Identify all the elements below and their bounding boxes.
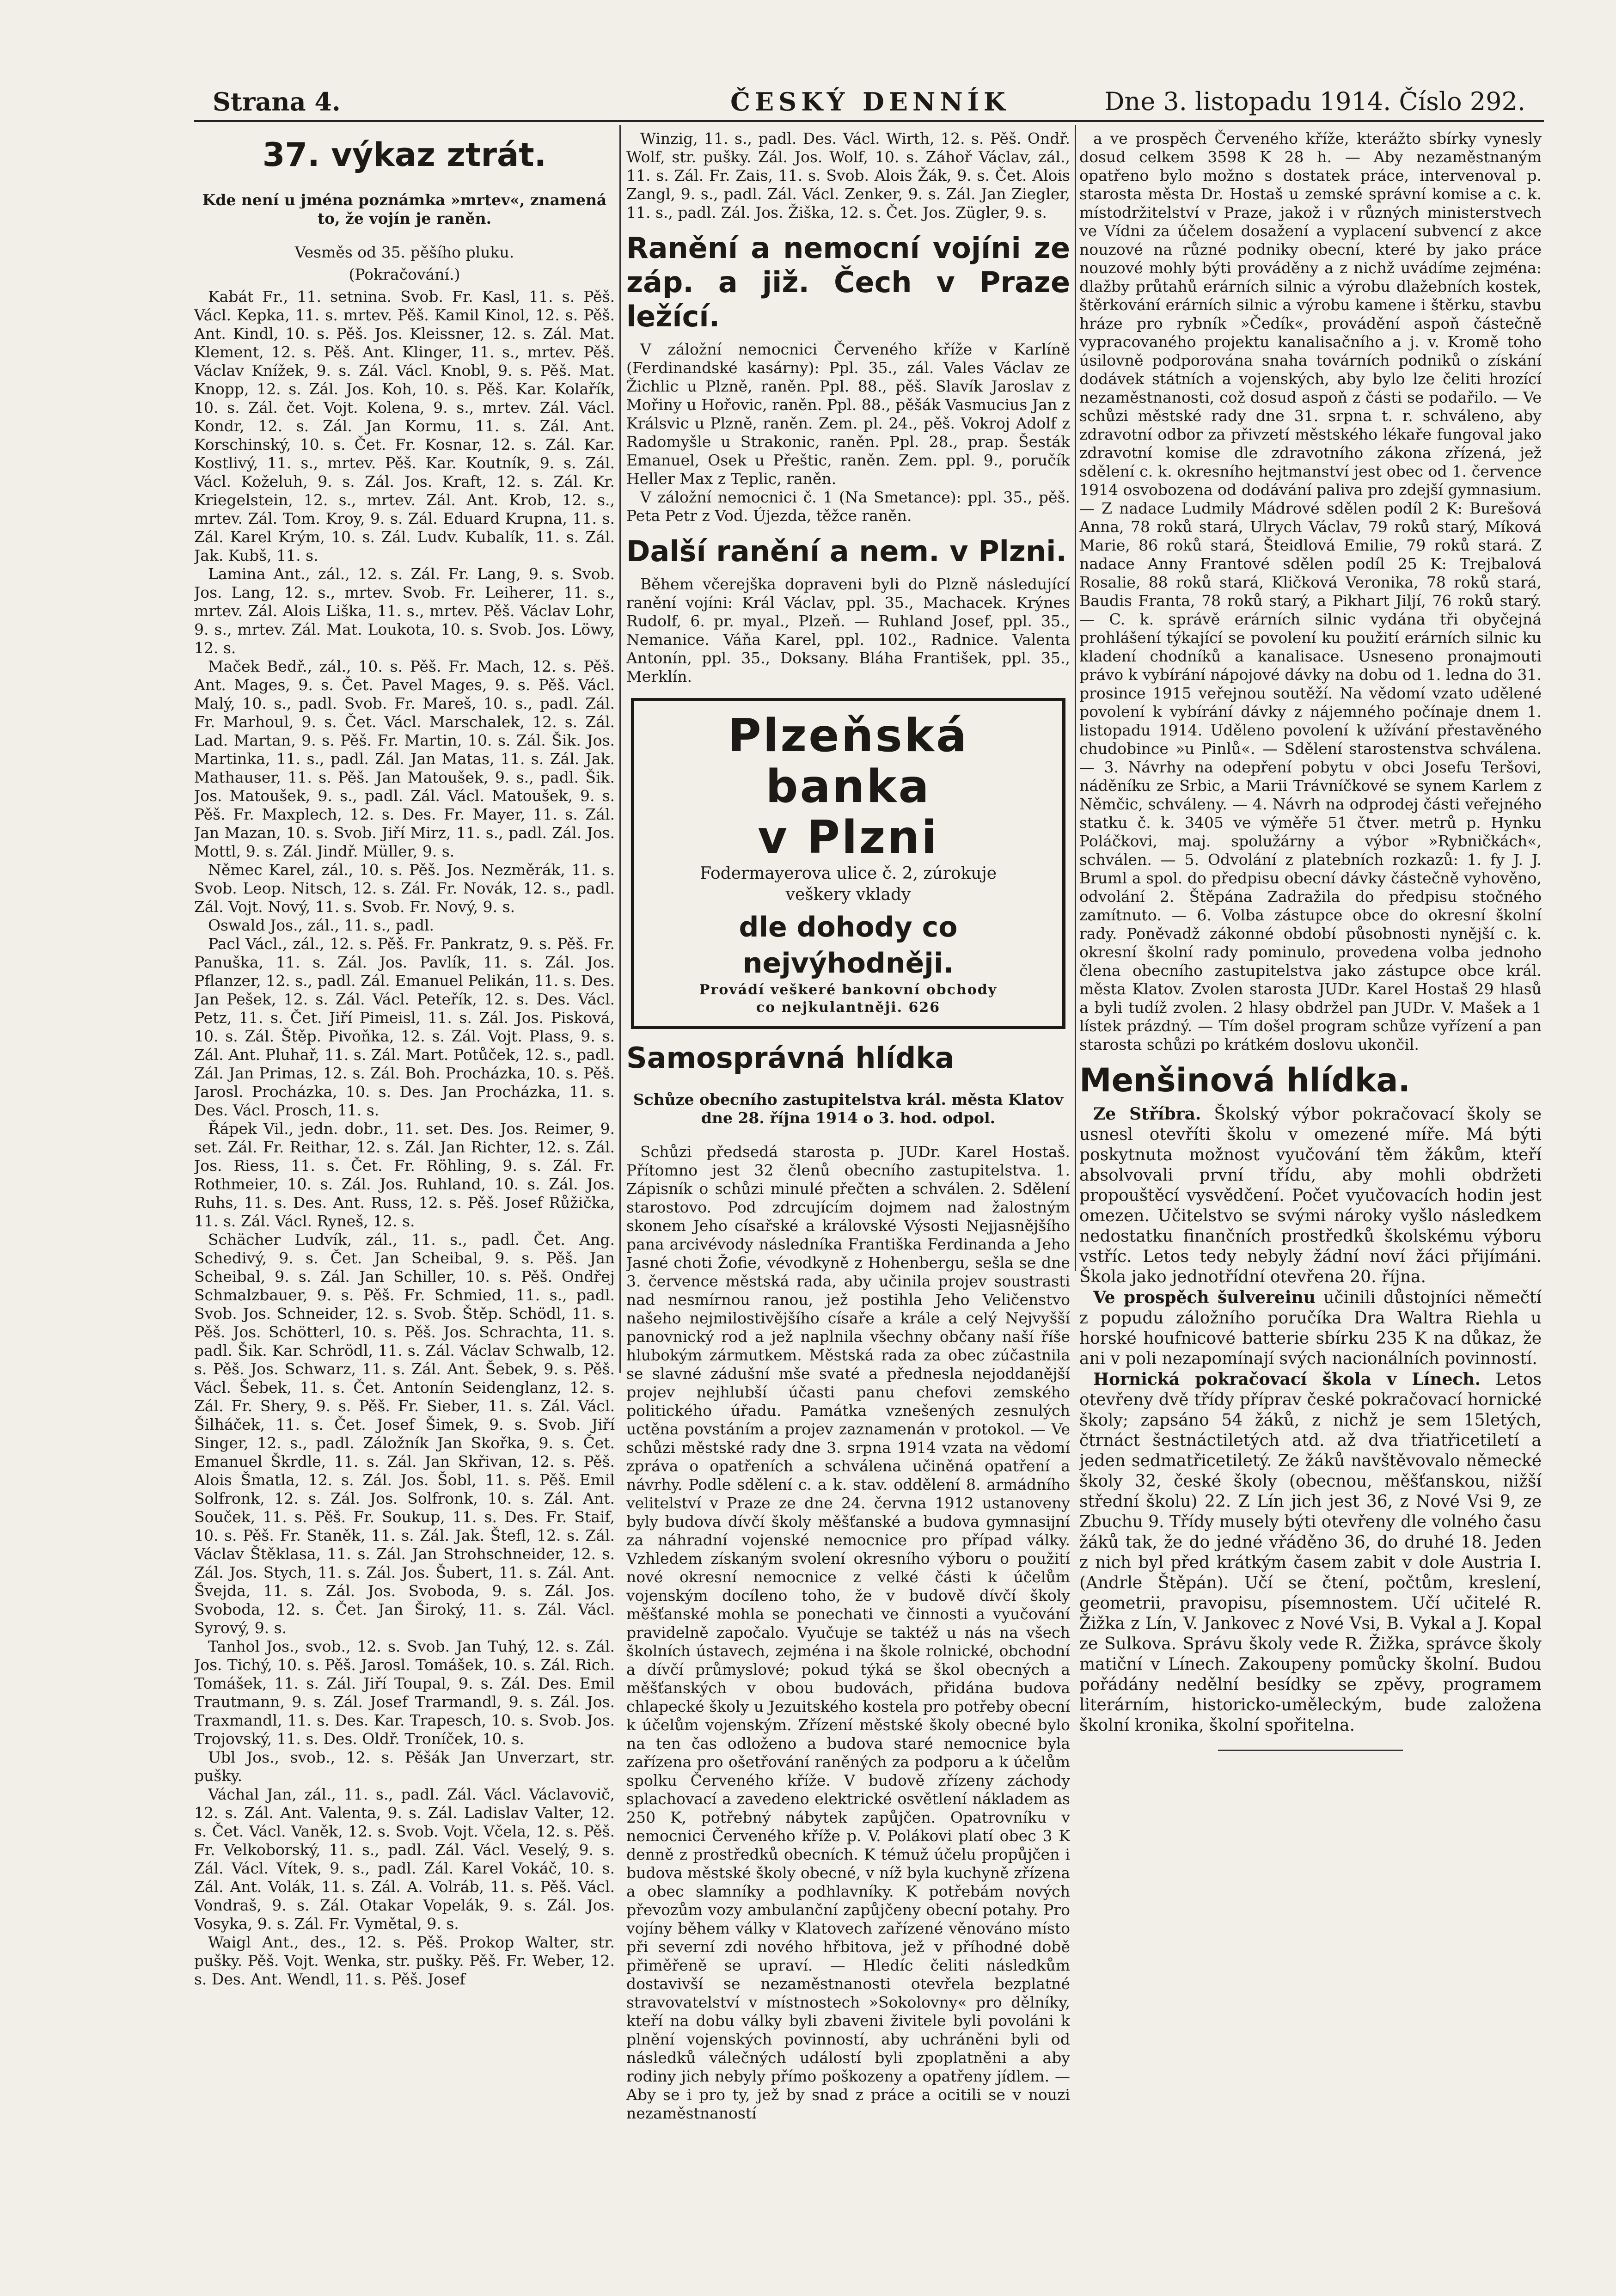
list-paragraph: Tanhol Jos., svob., 12. s. Svob. Jan Tuhý, 12. s. Zál. Jos. Tichý, 10. s. Pěš. Jarosl. Tomášek, 10. s. Zál. Rich. Tomášek, 11. s. Zál. Jiří Toupal, 9. s. Zál. Des. Emil Trautmann, 9. s. Zál. Josef Trarmandl, 9. s. Zál. Jos. Traxmandl, 11. s. Des. Kar. Trapesch, 10. s. Svob. Jos. Trojovský, 11. s. Des. Oldř. Troníček, 10. s. (194, 1637, 615, 1748)
article-paragraph: Schůzi předsedá starosta p. JUDr. Karel Hostaš. Přítomno jest 32 členů obecního zastupitelstva. 1. Zápisník o schůzi minulé přečten a schválen. 2. Sdělení starostovo. Pod zdrcujícím dojmem nad žalostným skonem Jeho císařské a královské Výsosti Nejjasnějšího pana arcivévody následníka Františka Ferdinanda a Jeho Jasné choti Žofie, vévodkyně z Hohenbergu, sešla se dne 3. července městská rada, aby učinila projev soustrasti nad nesmírnou ranou, jež postihla Jeho Veličenstvo našeho nejmilostivějšího císaře a krále a celý Nejvyšší panovnický rod a jež naplnila všechny občany naší říše hlubokým zármutkem. Městská rada za obec zúčastnila se slavné zádušní mše svaté a přednesla nejoddanější projev nejhlubší účasti panu chefovi zemského politického úřadu. Památka vznešených zesnulých uctěna povstáním a projev zaznamenán v protokol. — Ve schůzi městské rady dne 3. srpna 1914 vzata na vědomí zpráva o opatřeních a schválena učiněná opatření a návrhy. Podle sdělení c. a k. stav. oddělení 8. armádního velitelství v Praze ze dne 24. června 1912 ustanoveny byly budova dívčí školy měšťanské a budova gymnasijní za náhradní vojenské nemocnice pro případ války. Vzhledem získaným svolení okresního výboru o použití nové okresní nemocnice z velké části k účelům vojenským docíleno toho, že v budově dívčí školy měšťanské mohla se ponechati ve činnosti a vyučování pravidelně započalo. Vyučuje se taktéž u nás na všech školních ústavech, zejména i na škole rolnické, obchodní a dívčí průmyslové; pokud týká se škol obecných a měšťanských v obou budovách, přidána budova chlapecké školy u Jezuitského kostela pro potřeby obecní k účelům vojenským. Zřízení městské školy obecné bylo na ten čas odloženo a budova staré nemocnice byla zařízena pro ošetřování raněných za podporu a k účelům spolku Červeného kříže. V budově zřízeny záchody splachovací a zavedeno elektrické osvětlení nákladem as 250 K, potřebný nábytek zapůjčen. Opatrovníku v nemocnici Červeného kříže p. V. Polákovi platí obec 3 K denně z prostředků obecních. K témuž účelu propůjčen i budova městské školy obecné, v níž byla kuchyně zřízena a obec slamníky a podhlavníky. K potřebám nových převozům vozy ambulanční zapůjčeny obecní potahy. Pro vojíny během války v Klatovech zařízené věnováno místo při severní zdi nového hřbitova, jež v příhodné době přiměřeně se upraví. — Hledíc čeliti následkům dostavivší se nezaměstnanosti otevřela bezplatné stravovatelství v místnostech »Sokolovny« pro dělníky, kteří na dobu války byli zbaveni živitele byli povoláni k plnění vojenských povinností, aby uchráněni byli od následků válečných událostí byli zpoplatněni a aby rodiny jich nebyly přímo poškozeny a opatřeny jídlem. — Aby se i pro ty, jež by snad z práce a ocitili se v nouzi nezaměstnaností (626, 1143, 1070, 2122)
article-lead: Schůze obecního zastupitelstva král. města Klatov dne 28. října 1914 o 3. hod. odpol. (633, 1090, 1064, 1127)
section-title-minority: Menšinová hlídka. (1079, 1061, 1411, 1099)
section-title-wounded-plzen: Další ranění a nem. v Plzni. (626, 534, 1067, 568)
article-paragraph: V záložní nemocnici Červeného kříže v Karlíně (Ferdinandské kasárny): Ppl. 35., zál. Vales Václav ze Žichlic u Plzně, raněn. Ppl. 88., pěš. Slavík Jaroslav z Mořiny u Hořovic, raněn. Ppl. 88., pěšák Vasmucius Jan z Králsvic u Plzně, raněn. Zem. pl. 24., pěš. Vokroj Adolf z Radomyšle u Strakonic, raněn. Ppl. 28., prap. Šesták Emanuel, Osek u Přeštic, raněn. Zem. ppl. 9., poručík Heller Max z Teplic, raněn. (626, 340, 1070, 488)
ad-slogan: dle dohody co nejvýhodněji. (739, 911, 958, 980)
page-number: Strana 4. (213, 87, 341, 116)
paragraph-lead: Ve prospěch šulvereinu (1093, 1288, 1316, 1307)
column-casualty-list (194, 129, 615, 2237)
paragraph-body: učinili důstojníci němečtí z popudu záložního poručíka Dra Waltra Riehla u horské houfnicové batterie sbírku 235 K na důkaz, že ani v poli nezapomínají svých nacionálních povinností. (1079, 1288, 1542, 1368)
article-continuation: (Pokračování.) (349, 265, 460, 283)
paragraph-lead: Hornická pokračovací škola v Línech. (1093, 1370, 1481, 1389)
ad-services: Provádí veškeré bankovní obchody (699, 982, 998, 998)
article-paragraph: V záložní nemocnici č. 1 (Na Smetance): ppl. 35., pěš. Peta Petr z Vod. Újezda, těžce raněn. (626, 488, 1070, 525)
list-paragraph: Oswald Jos., zál., 11. s., padl. (208, 916, 435, 934)
ad-bank-name: Plzeňská banka (728, 710, 969, 813)
paragraph-body: Školský výbor pokračovací školy se usnesl otevříti školu v omezené míře. Má býti poskytnuta možnost vyučování těm žákům, kteří absolvovali první třídu, aby mohli obdržeti propouštěcí vysvědčení. Počet vyučovacích hodin jest omezen. Učitelstvo se svými nároky vyšlo následkem nedostatku finančních prostředků školskému výboru vstříc. Letos tedy nebyly žádní noví žáci přijímáni. Škola jako jednotřídní otevřena 20. října. (1079, 1105, 1542, 1286)
paragraph-body: Letos otevřeny dvě třídy příprav české pokračovací hornické školy; zapsáno 54 žáků, z nichž je sem 15letých, čtrnáct šestnáctiletých atd. až dva třiatřicetiletí a jeden sedmatřicetiletý. Ze žáků navštěvovalo německé školy 32, české školy (obecnou, měšťanskou, nižší střední školu) 22. Z Lín jich jest 36, z Nové Vsi 9, ze Zbuchu 9. Třídy musely býti otevřeny dle volného času žáků tak, že do jedné vřáděno 36, do druhé 18. Jeden z nich byl před krátkým časem zabit v dole Austria I. (Andrle Štěpán). Učí se čtení, počtům, kreslení, geometrii, pravopisu, písemnostem. Učí učitelé R. Žižka z Lín, V. Jankovec z Nové Vsi, B. Vykal a J. Kopal ze Sulkova. Správu školy vede R. Žižka, správce školy matiční v Línech. Zakoupeny pomůcky školní. Budou pořádány nedělní besídky se zpěvy, programem literárním, historicko-uměleckým, bude založena školní kronika, školní spořitelna. (1079, 1370, 1542, 1735)
end-rule (1218, 1750, 1403, 1751)
ad-services-2: co nejkulantněji. 626 (756, 999, 941, 1016)
ad-deposits: veškery vklady (785, 885, 911, 904)
column-right (1079, 129, 1542, 2237)
list-paragraph: Pacl Václ., zál., 12. s. Pěš. Fr. Pankratz, 9. s. Pěš. Fr. Panuška, 11. s. Zál. Jos. Pavlík, 11. s. Zál. Jos. Pflanzer, 12. s., padl. Zál. Emanuel Pelikán, 11. s. Des. Jan Pešek, 12. s. Zál. Václ. Peteřík, 12. s. Des. Václ. Petz, 11. s. Čet. Jiří Pimeisl, 11. s. Zál. Jos. Pisková, 10. s. Zál. Štěp. Pivoňka, 12. s. Zál. Vojt. Plass, 9. s. Zál. Ant. Pluhař, 11. s. Zál. Mart. Potůček, 12. s., padl. Zál. Jan Primas, 12. s. Zál. Boh. Procházka, 10. s. Pěš. Jarosl. Procházka, 10. s. Des. Jan Procházka, 11. s. Des. Václ. Prosch, 11. s. (194, 935, 615, 1119)
issue-date: Dne 3. listopadu 1914. Číslo 292. (1104, 87, 1525, 116)
list-paragraph: Kabát Fr., 11. setnina. Svob. Fr. Kasl, 11. s. Pěš. Václ. Kepka, 11. s. mrtev. Pěš. Kamil Kinol, 12. s. Pěš. Ant. Kindl, 10. s. Pěš. Jos. Kleissner, 12. s. Zál. Mat. Klement, 12. s. Pěš. Ant. Klinger, 11. s., mrtev. Pěš. Václav Knížek, 9. s. Zál. Václ. Knobl, 9. s. Pěš. Mat. Knopp, 12. s. Zál. Jos. Koh, 10. s. Pěš. Kar. Kolařík, 10. s. Zál. čet. Vojt. Kolena, 9. s., mrtev. Zál. Václ. Kondr, 12. s. Zál. Jan Kormu, 11. s. Zál. Ant. Korschinský, 10. s. Čet. Fr. Kosnar, 12. s. Zál. Kar. Kostlivý, 11. s., mrtev. Pěš. Kar. Koutník, 9. s. Zál. Václ. Koželuh, 9. s. Zál. Jos. Kraft, 12. s. Zál. Kr. Kriegelstein, 12. s., mrtev. Zál. Ant. Krob, 12. s., mrtev. Zál. Tom. Kroy, 9. s. Zál. Eduard Krupna, 11. s. Zál. Karel Krým, 10. s. Zál. Ludv. Kubalík, 11. s. Zál. Jak. Kubš, 11. s. (194, 288, 615, 564)
article-paragraph: a ve prospěch Červeného kříže, kterážto sbírky vynesly dosud celkem 3598 K 28 h. — Aby nezaměstnaným opatřeno bylo možno s dostatek práce, intervenoval p. starosta města Dr. Hostaš u zemské správní komise a c. k. místodržitelství v Praze, jakož i v různých ministerstvech ve Vídni za účelem dosažení a vyplacení subvencí z akce nouzové na různé podniky obecní, které by jako práce nouzové mohly býti prováděny a z nichž uvádíme zejména: dlažby průtahů erárních silnic a výrobu dlažebních kostek, štěrkování erárních silnic a výrobu kamene i štěrku, stavbu hráze pro rybník »Čedík«, provádění aspoň částečně vypracovaného projektu kanalisačního a j. v. Kromě toho úsilovně podporována snaha továrních podniků o získání dodávek státních a vojenských, aby bylo lze čeliti hrozící nezaměstnanosti, což dosud aspoň z části se podařilo. — Ve schůzi městské rady dne 31. srpna t. r. schváleno, aby zdravotní odbor za přivzetí městského lékaře fungoval jako zdravotní komise dle zdravotního zákona zřízená, jež sdělení c. k. okresního hejtmanství jest obec od 1. července 1914 osvobozena od dodávání paliva pro zdejší gymnasium. — Z nadace Ludmily Mádrové sdělen podíl 2 K: Burešová Anna, 78 roků stará, Ulrych Václav, 79 roků starý, Míková Marie, 86 roků stará, Šteidlová Emilie, 79 roků stará. Z nadace Anny Frantové sdělen podíl 25 K: Trejbalová Rosalie, 88 roků stará, Kličková Veronika, 78 roků stará, Baudis Franta, 78 roků starý, a Pikhart Jiljí, 76 roků starý. — C. k. správě erárních silnic vydána tři obyčejná prohlášení týkající se povolení ku použití erárních silnic ku kladení chodníků a kanalisace. Usneseno pronajmouti právo k vybírání nápojové dávky na dobu od 1. ledna do 31. prosince 1915 veřejnou soutěží. Na vědomí vzato udělené povolení k vybírání dávky z nájemného počínaje dnem 1. listopadu 1914. Uděleno povolení k užívání přestavěného chudobince »u Pinlů«. — Sdělení starostenstva schválena. — 3. Návrhy na odepření pobytu v obci Josefu Teršovi, náděníku ze Srbic, a Marii Trávníčkové se synem Karlem z Němčic, schváleny. — 4. Návrh na odprodej části veřejného statku č. k. 3405 ve výměře 51 čtver. metrů p. Hynku Poláčkovi, maj. spolužárny a výbor »Rybničkách«, schválen. — 5. Odvolání z platebních rozkazů: 1. fy J. J. Bruml a spol. do předpisu obecní dávky částečně vyhověno, odvolání 2. Štěpána Zadražila do předpisu stočného zamítnuto. — 6. Volba zástupce obce do okresní školní rady. Poněvadž zákonné období působnosti nynější c. k. okresní školní rady pominulo, provedena volba jednoho člena obecního zastupitelstva jako zástupce obce král. města Klatov. Zvolen starosta JUDr. Karel Hostaš 29 hlasů a byli tudíž zvolen. 2 hlasy obdržel pan JUDr. V. Mašek a 1 lístek prázdný. — Tím došel program schůze vyřízení a pan starosta schůzi po krátkém doslovu ukončil. (1079, 129, 1542, 1053)
list-paragraph: Němec Karel, zál., 10. s. Pěš. Jos. Nezměrák, 11. s. Svob. Leop. Nitsch, 12. s. Zál. Fr. Novák, 12. s., padl. Zál. Vojt. Nový, 11. s. Svob. Fr. Nový, 9. s. (194, 861, 615, 916)
bank-advertisement (631, 698, 1065, 1029)
column-middle (626, 129, 1070, 2237)
ad-address: Fodermayerova ulice č. 2, zúrokuje (699, 864, 997, 883)
section-title-wounded-prague: Ranění a nemocní vojíni ze záp. a již. Čech v Praze ležící. (626, 231, 1070, 333)
article-paragraph (1079, 1287, 1542, 1369)
newspaper-title: ČESKÝ DENNÍK (730, 87, 1010, 116)
section-title-municipal: Samosprávná hlídka (626, 1041, 955, 1075)
article-paragraph (1079, 1369, 1542, 1736)
list-paragraph: Winzig, 11. s., padl. Des. Václ. Wirth, 12. s. Pěš. Ondř. Wolf, str. pušky. Zál. Jos. Wolf, 10. s. Záhoř Václav, zál., 11. s. Zál. Fr. Zais, 11. s. Svob. Alois Žák, 9. s. Čet. Alois Zangl, 9. s., padl. Zál. Václ. Zenker, 9. s. Zál. Jan Ziegler, 11. s., padl. Zál. Jos. Žiška, 12. s. Čet. Jos. Zügler, 9. s. (626, 129, 1070, 221)
paragraph-lead: Ze Stříbra. (1093, 1104, 1201, 1124)
ad-bank-city: v Plzni (758, 811, 939, 864)
list-paragraph: Schächer Ludvík, zál., 11. s., padl. Čet. Ang. Schedivý, 9. s. Čet. Jan Scheibal, 9. s. Pěš. Jan Scheibal, 9. s. Zál. Jan Schiller, 10. s. Pěš. Ondřej Schmalzbauer, 9. s. Pěš. Fr. Schmied, 11. s., padl. Svob. Jos. Schneider, 12. s. Svob. Štěp. Schödl, 11. s. Pěš. Jos. Schötterl, 10. s. Pěš. Jos. Schrachta, 11. s. padl. Šik. Kar. Schrödl, 11. s. Zál. Václav Schwalb, 12. s. Pěš. Jos. Schwarz, 11. s. Zál. Ant. Šebek, 9. s. Pěš. Václ. Šebek, 11. s. Čet. Antonín Seidenglanz, 12. s. Zál. Fr. Shery, 9. s. Pěš. Fr. Sieber, 11. s. Zál. Václ. Šilháček, 11. s. Čet. Josef Šimek, 9. s. Svob. Jiří Singer, 12. s., padl. Záložník Jan Skořka, 9. s. Čet. Emanuel Škrdle, 11. s. Zál. Jan Skřivan, 12. s. Pěš. Alois Šmatla, 12. s. Zál. Jos. Šobl, 11. s. Pěš. Emil Solfronk, 12. s. Zál. Jos. Solfronk, 10. s. Zál. Ant. Souček, 11. s. Pěš. Fr. Soukup, 11. s. Des. Fr. Staif, 10. s. Pěš. Fr. Staněk, 11. s. Zál. Jak. Štefl, 12. s. Zál. Václav Štěklasa, 11. s. Zál. Jan Strohschneider, 12. s. Zál. Jos. Stych, 11. s. Zál. Jos. Šubert, 11. s. Zál. Ant. Švejda, 11. s. Zál. Jos. Svoboda, 9. s. Zál. Jos. Svoboda, 12. s. Čet. Jan Široký, 11. s. Zál. Václ. Syrový, 9. s. (194, 1231, 615, 1637)
article-note: Kde není u jména poznámka »mrtev«, znamená to, že vojín je raněn. (202, 191, 607, 227)
list-paragraph: Váchal Jan, zál., 11. s., padl. Zál. Václ. Václavovič, 12. s. Zál. Ant. Valenta, 9. s. Zál. Ladislav Valter, 12. s. Čet. Václ. Vaněk, 12. s. Svob. Vojt. Včela, 12. s. Pěš. Fr. Velkoborský, 11. s., padl. Zál. Václ. Veselý, 9. s. Zál. Václ. Vítek, 9. s., padl. Zál. Karel Vokáč, 10. s. Zál. Ant. Volák, 11. s. Zál. A. Volráb, 11. s. Pěš. Václ. Vondraš, 9. s. Zál. Otakar Vopelák, 9. s. Zál. Jos. Vosyka, 9. s. Zál. Fr. Vymětal, 9. s. (194, 1785, 615, 1933)
list-paragraph: Lamina Ant., zál., 12. s. Zál. Fr. Lang, 9. s. Svob. Jos. Lang, 12. s., mrtev. Svob. Fr. Leiherer, 11. s., mrtev. Zál. Alois Liška, 11. s., mrtev. Pěš. Václav Lohr, 9. s., mrtev. Zál. Mat. Loukota, 10. s. Svob. Jos. Löwy, 12. s. (194, 565, 615, 657)
column-rule (1075, 125, 1076, 1271)
article-paragraph (1079, 1104, 1542, 1287)
list-paragraph: Řápek Vil., jedn. dobr., 11. set. Des. Jos. Reimer, 9. set. Zál. Fr. Reithar, 12. s. Zál. Jan Richter, 12. s. Zál. Jos. Riess, 11. s. Čet. Fr. Röhling, 9. s. Zál. Fr. Rothmeier, 10. s. Zál. Jos. Ruhland, 10. s. Zál. Jos. Ruhs, 11. s. Des. Ant. Russ, 12. s. Pěš. Josef Růžička, 11. s. Zál. Václ. Ryneš, 12. s. (194, 1120, 615, 1230)
page-header (194, 83, 1544, 122)
column-rule (619, 125, 621, 1373)
article-unit: Vesměs od 35. pěšího pluku. (294, 243, 514, 261)
list-paragraph: Ubl Jos., svob., 12. s. Pěšák Jan Unverzart, str. pušky. (194, 1748, 615, 1785)
list-paragraph: Maček Bedř., zál., 10. s. Pěš. Fr. Mach, 12. s. Pěš. Ant. Mages, 9. s. Čet. Pavel Mages, 9. s. Pěš. Václ. Malý, 10. s., padl. Svob. Fr. Mareš, 10. s., padl. Zál. Fr. Marhoul, 9. s. Čet. Václ. Marschalek, 12. s. Zál. Lad. Martan, 9. s. Pěš. Fr. Martin, 10. s. Zál. Šik. Jos. Martinka, 11. s., padl. Zál. Jan Matas, 11. s. Zál. Jak. Mathauser, 11. s. Pěš. Jan Matoušek, 9. s., padl. Šik. Jos. Matoušek, 9. s., padl. Zál. Václ. Matoušek, 9. s. Pěš. Fr. Maxplech, 12. s. Des. Fr. Mayer, 11. s. Zál. Jan Mazan, 10. s. Svob. Jiří Mirz, 11. s., padl. Zál. Jos. Mottl, 9. s. Zál. Jindř. Müller, 9. s. (194, 657, 615, 860)
list-paragraph: Waigl Ant., des., 12. s. Pěš. Prokop Walter, str. pušky. Pěš. Vojt. Wenka, str. pušky. Pěš. Fr. Weber, 12. s. Des. Ant. Wendl, 11. s. Pěš. Josef (194, 1933, 615, 1988)
article-paragraph: Během včerejška dopraveni byli do Plzně následující ranění vojíni: Král Václav, ppl. 35., Machacek. Krýnes Rudolf, 6. pr. myal., Plzeň. — Ruhland Josef, ppl. 35., Nemanice. Váňa Karel, ppl. 102., Radnice. Valenta Antonín, ppl. 35., Doksany. Bláha František, ppl. 35., Merklín. (626, 575, 1070, 686)
article-title: 37. výkaz ztrát. (262, 136, 547, 174)
